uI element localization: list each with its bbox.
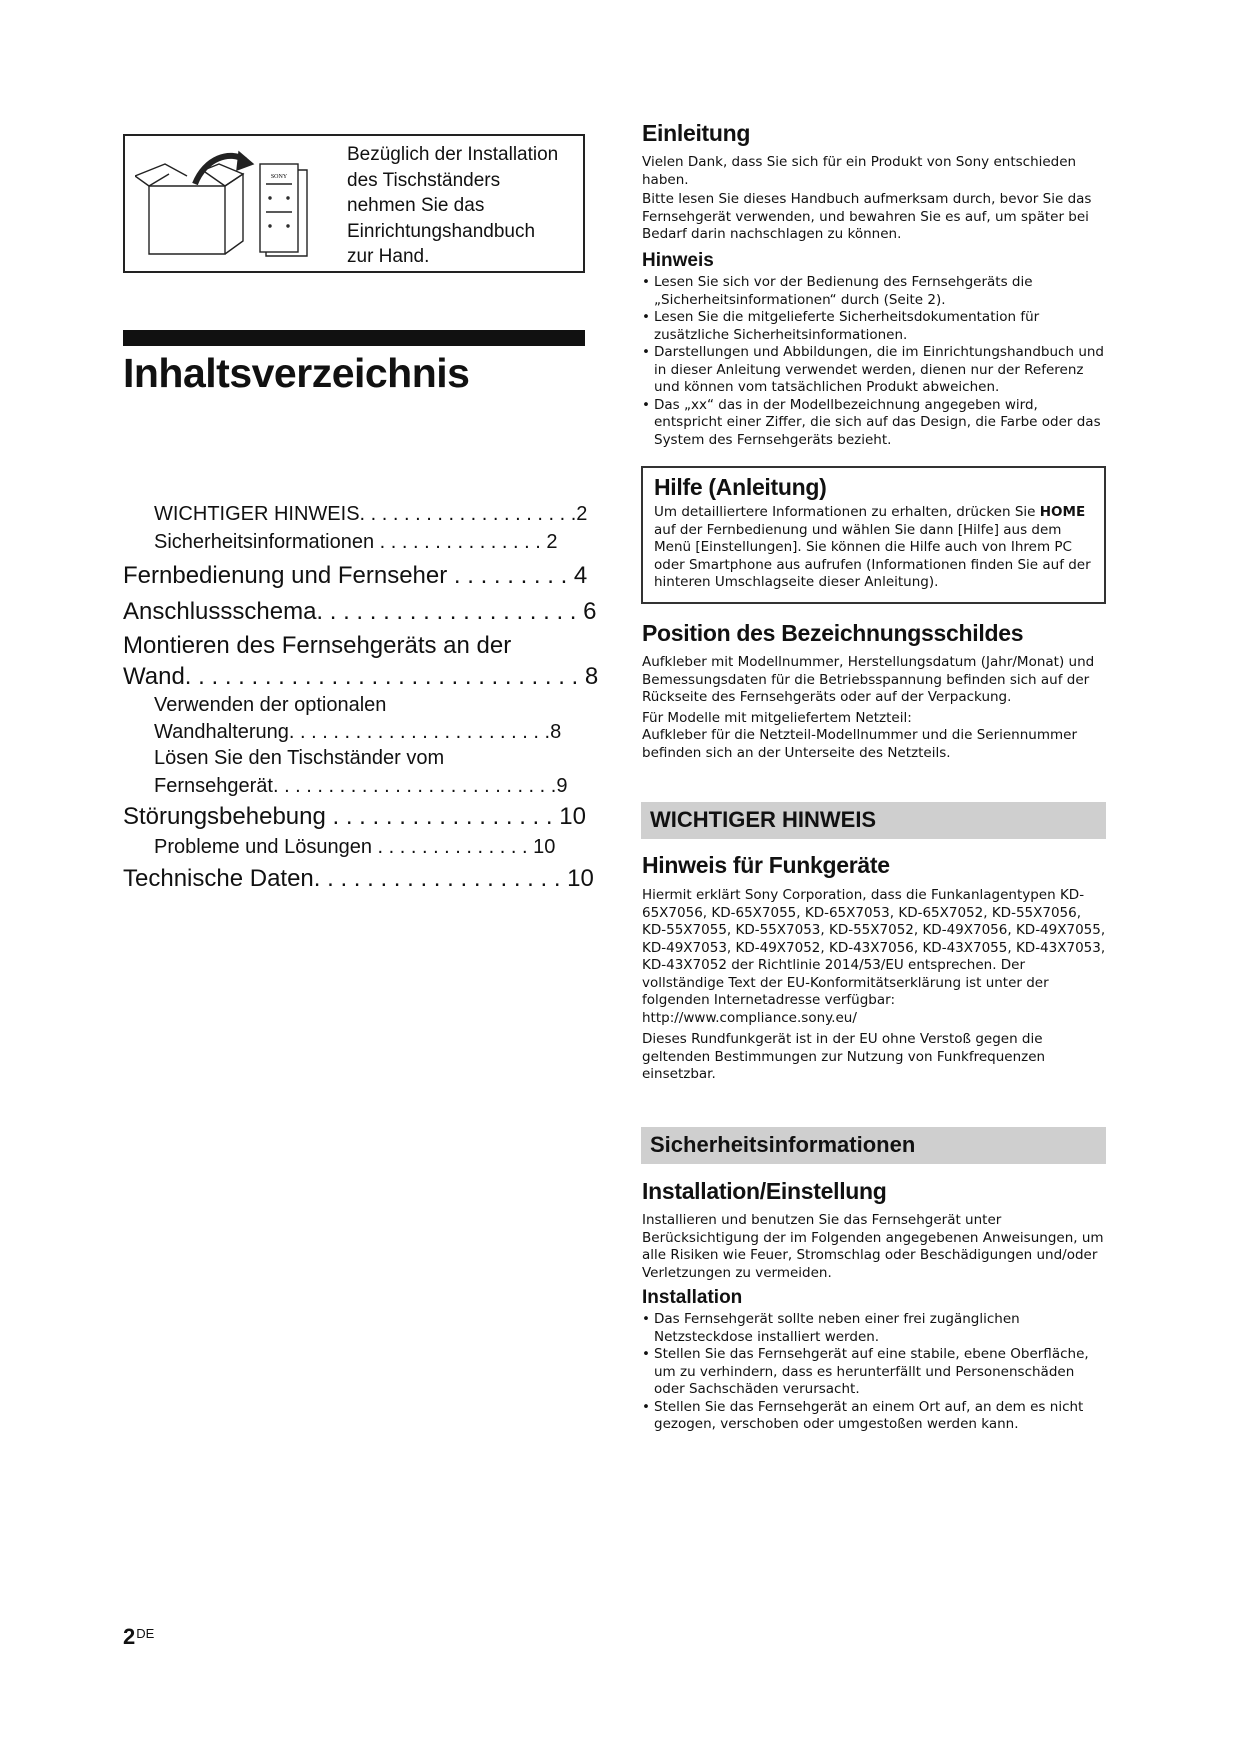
hilfe-text: auf der Fernbedienung und wählen Sie dann [Hilfe] aus dem Menü [Einstellungen]. Sie können die Hilfe auch von Ihrem PC oder Smartphone aus aufrufen (Informationen finden Sie auf der hinteren Umschlagseite dieser Anleitung). — [654, 521, 1091, 590]
bullet-item: • Lesen Sie sich vor der Bedienung des Fernsehgeräts die „Sicherheitsinformationen“ durch (Seite 2). — [642, 274, 1106, 309]
bullet-item: • Lesen Sie die mitgelieferte Sicherheitsdokumentation für zusätzliche Sicherheitsinformationen. — [642, 309, 1106, 344]
bullet-item: • Darstellungen und Abbildungen, die im Einrichtungshandbuch und in dieser Anleitung verwendet werden, dienen nur der Referenz und können vom tatsächlichen Produkt abweichen. — [642, 344, 1106, 397]
page-number — [123, 1624, 154, 1650]
paragraph: Installieren und benutzen Sie das Fernsehgerät unter Berücksichtigung der im Folgenden angegebenen Anweisungen, um alle Risiken wie Feuer, Stromschlag oder Beschädigungen und/oder Verletzungen zu vermeiden. — [642, 1212, 1104, 1281]
toc-entry-stoerungsbehebung[interactable]: Störungsbehebung . . . . . . . . . . . . . . . . . 10 — [123, 803, 586, 830]
home-key-label: HOME — [1039, 504, 1086, 520]
subsection-title-installation: Installation — [642, 1287, 743, 1308]
paragraph: Vielen Dank, dass Sie sich für ein Produkt von Sony entschieden haben. — [642, 154, 1077, 188]
funkgeraete-body — [642, 887, 1106, 1084]
section-title-funkgeraete: Hinweis für Funkgeräte — [642, 852, 890, 878]
toc-entry-wandhalterung-cont[interactable]: Wandhalterung. . . . . . . . . . . . . . . . . . . . . . . .8 — [154, 721, 562, 743]
paragraph: Für Modelle mit mitgeliefertem Netzteil: — [642, 709, 912, 726]
section-title-hilfe: Hilfe (Anleitung) — [654, 474, 827, 500]
subsection-title-hinweis: Hinweis — [642, 250, 714, 271]
bullet-item: • Stellen Sie das Fernsehgerät an einem Ort auf, an dem es nicht gezogen, verschoben oder umgestoßen werden kann. — [642, 1399, 1106, 1434]
note-line: Einrichtungshandbuch — [347, 220, 536, 242]
band-label: WICHTIGER HINWEIS — [650, 807, 877, 832]
paragraph: Bitte lesen Sie dieses Handbuch aufmerksam durch, bevor Sie das Fernsehgerät verwenden, und bewahren Sie es auf, um später bei Bedarf darin nachschlagen zu können. — [642, 191, 1092, 242]
hilfe-body — [654, 504, 1094, 592]
toc-entry-probleme[interactable]: Probleme und Lösungen . . . . . . . . . . . . . . 10 — [154, 836, 556, 858]
hinweis-list — [642, 274, 1106, 449]
toc-entry-tischstaender[interactable]: Lösen Sie den Tischständer vom — [154, 747, 445, 769]
svg-text:SONY: SONY — [270, 174, 288, 180]
note-line: Bezüglich der Installation — [347, 144, 559, 165]
band-label: Sicherheitsinformationen — [650, 1132, 916, 1157]
bullet-item: • Stellen Sie das Fernsehgerät auf eine stabile, ebene Oberfläche, um zu verhindern, dass es herunterfällt und Personenschäden oder Sachschäden verursacht. — [642, 1346, 1106, 1399]
installation-note-text — [347, 142, 583, 270]
toc-entry-fernbedienung[interactable]: Fernbedienung und Fernseher . . . . . . . . . 4 — [123, 562, 588, 589]
paragraph: Hiermit erklärt Sony Corporation, dass die Funkanlagentypen KD-65X7056, KD-65X7055, KD-65X7053, KD-65X7052, KD-55X7056, KD-55X7055, KD-55X7053, KD-55X7052, KD-49X7056, KD-49X7055, KD-49X7053, KD-49X7052, KD-43X7056, KD-43X7055, KD-43X7053, KD-43X7052 der Richtlinie 2014/53/EU entsprechen. Der vollständige Text der EU-Konformitätserklärung ist unter der folgenden Internetadresse verfügbar: http://www.compliance.sony.eu/ — [642, 887, 1106, 1026]
section-title-installation-einstellung: Installation/Einstellung — [642, 1178, 887, 1204]
toc-entry-tischstaender-cont[interactable]: Fernsehgerät. . . . . . . . . . . . . . . . . . . . . . . . . .9 — [154, 775, 568, 797]
section-title-einleitung: Einleitung — [642, 120, 751, 146]
section-title-position: Position des Bezeichnungsschildes — [642, 620, 1024, 646]
einleitung-body — [642, 154, 1106, 244]
box-and-manual-illustration — [135, 146, 335, 261]
paragraph: Dieses Rundfunkgerät ist in der EU ohne Verstoß gegen die geltenden Bestimmungen zur Nutzung von Funkfrequenzen einsetzbar. — [642, 1031, 1046, 1082]
bullet-item: • Das „xx“ das in der Modellbezeichnung angegeben wird, entspricht einer Ziffer, die sich auf das Design, die Farbe oder das System des Fernsehgeräts bezieht. — [642, 397, 1106, 450]
hilfe-box — [641, 466, 1106, 604]
toc-entry-wandhalterung[interactable]: Verwenden der optionalen — [154, 694, 387, 716]
section-band-sicherheitsinformationen — [641, 1127, 1106, 1164]
installation-einstellung-body — [642, 1212, 1106, 1282]
position-body — [642, 654, 1106, 762]
installation-note-box — [123, 134, 585, 273]
toc-entry-montieren[interactable]: Montieren des Fernsehgeräts an der — [123, 632, 512, 659]
note-line: zur Hand. — [347, 246, 430, 267]
toc-entry-anschlussschema[interactable]: Anschlussschema. . . . . . . . . . . . . . . . . . . . 6 — [123, 598, 597, 625]
hilfe-text: Um detailliertere Informationen zu erhalten, drücken Sie — [654, 504, 1040, 520]
language-code: DE — [136, 1626, 155, 1641]
toc-entry-technische-daten[interactable]: Technische Daten. . . . . . . . . . . . . . . . . . . 10 — [123, 865, 594, 892]
section-band-wichtiger-hinweis — [641, 802, 1106, 839]
toc-divider-bar — [123, 330, 585, 346]
toc-entry-wichtiger-hinweis[interactable]: WICHTIGER HINWEIS. . . . . . . . . . . . . . . . . . . .2 — [154, 503, 588, 525]
installation-list — [642, 1311, 1106, 1434]
paragraph: Aufkleber für die Netzteil-Modellnummer und die Seriennummer befinden sich an der Unterseite des Netzteils. — [642, 727, 1077, 761]
toc-title: Inhaltsverzeichnis — [123, 350, 470, 396]
note-line: des Tischständers — [347, 169, 501, 191]
note-line: nehmen Sie das — [347, 195, 485, 216]
toc-entry-sicherheitsinformationen[interactable]: Sicherheitsinformationen . . . . . . . . . . . . . . . 2 — [154, 531, 558, 553]
bullet-item: • Das Fernsehgerät sollte neben einer frei zugänglichen Netzsteckdose installiert werden. — [642, 1311, 1106, 1346]
paragraph: Aufkleber mit Modellnummer, Herstellungsdatum (Jahr/Monat) und Bemessungsdaten für die Betriebsspannung befinden sich auf der Rückseite des Fernsehgeräts oder auf der Verpackung. — [642, 654, 1095, 705]
toc-entry-montieren-cont[interactable]: Wand. . . . . . . . . . . . . . . . . . . . . . . . . . . . . . 8 — [123, 663, 599, 690]
page-number-value: 2 — [123, 1624, 136, 1649]
